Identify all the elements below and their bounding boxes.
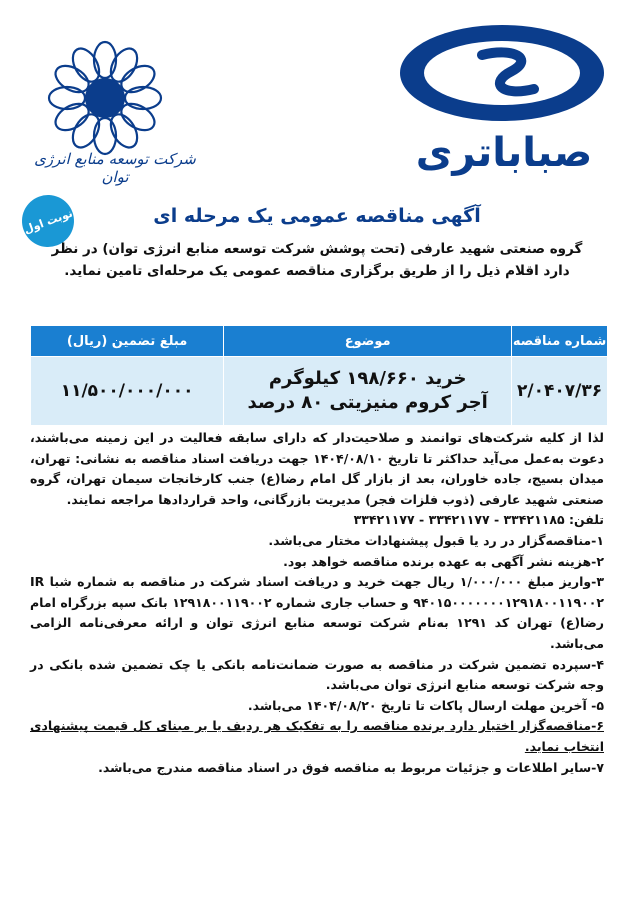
- tender-subject: [224, 357, 512, 426]
- tender-number: ۲/۰۴۰۷/۳۶: [512, 357, 608, 426]
- subject-line-1: خرید ۱۹۸/۶۶۰ کیلوگرم: [268, 368, 467, 389]
- header-amount: مبلغ تضمین (ریال): [31, 326, 224, 357]
- brand-name: صباباتری: [415, 130, 593, 176]
- condition-1: ۱-مناقصه‌گزار در رد یا قبول پیشنهادات مختار می‌باشد.: [268, 532, 604, 548]
- notice-intro: گروه صنعتی شهید عارفی (تحت پوشش شرکت توسعه منابع انرژی توان) در نظر دارد اقلام ذیل را از طریق برگزاری مناقصه عمومی یک مرحله‌ای تامین نماید.: [51, 241, 583, 279]
- condition-3: ۳-واریز مبلغ ۱/۰۰۰/۰۰۰ ریال جهت خرید و دریافت اسناد شرکت در مناقصه به شماره شبا IR ۹۴۰۱۵۰۰۰۰۰۰۰۱۲۹۱۸۰۰۱۱۹۰۰۲ و حساب جاری شماره ۱۲۹۱۸۰۰۱۱۹۰۰۲ بانک سپه بزرگراه امام رضا(ع) تهران کد ۱۲۹۱ به‌نام شرکت توسعه منابع انرژی توان و ارائه معرفی‌نامه الزامی می‌باشد.: [30, 574, 604, 651]
- company-name: شرکت توسعه منابع انرژی توان: [34, 150, 196, 186]
- guarantee-amount: ۱۱/۵۰۰/۰۰۰/۰۰۰: [31, 357, 224, 426]
- notice-title: آگهی مناقصه عمومی یک مرحله ای: [153, 205, 481, 227]
- table-row: [31, 357, 608, 426]
- notice-body: [30, 428, 604, 778]
- condition-4: ۴-سپرده تضمین شرکت در مناقصه به صورت ضمانت‌نامه بانکی یا چک تضمین شده بانکی در وجه شرکت توسعه منابع انرژی توان می‌باشد.: [30, 656, 604, 693]
- table-header-row: [31, 326, 608, 357]
- first-publication-badge: نوبت اول: [15, 188, 82, 255]
- subject-line-2: آجر کروم منیزیتی ۸۰ درصد: [247, 392, 488, 413]
- tender-table: [30, 325, 608, 426]
- condition-7: ۷-سایر اطلاعات و جزئیات مربوط به مناقصه فوق در اسناد مناقصه مندرج می‌باشد.: [98, 759, 604, 775]
- header-subject: موضوع: [224, 326, 512, 357]
- condition-2: ۲-هزینه نشر آگهی به عهده برنده مناقصه خواهد بود.: [283, 553, 604, 569]
- header-number: شماره مناقصه: [512, 326, 608, 357]
- condition-6: ۶-مناقصه‌گزار اختیار دارد برنده مناقصه را به تفکیک هر ردیف یا بر مبنای کل قیمت پیشنهادی انتخاب نماید.: [30, 718, 604, 754]
- body-paragraph: لذا از کلیه شرکت‌های توانمند و صلاحیت‌دار که دارای سابقه فعالیت در این زمینه می‌باشند، دعوت به‌عمل می‌آید حداکثر تا تاریخ ۱۴۰۴/۰۸/۱۰ جهت دریافت اسناد مناقصه به نشانی: تهران، میدان بسیج، جاده خاوران، بعد از بازار گل امام رضا(ع) جنب کارخانجات سیمان تهران، گروه صنعتی شهید عارفی (ذوب فلزات فجر) مدیریت بازرگانی، واحد قراردادها مراجعه نمایند.: [30, 430, 605, 507]
- phone-numbers: تلفن: ۳۳۴۲۱۱۸۵ - ۳۳۴۲۱۱۷۷ - ۳۳۴۲۱۱۷۷: [353, 512, 604, 528]
- condition-5: ۵- آخرین مهلت ارسال پاکات تا تاریخ ۱۴۰۴/۰۸/۲۰ می‌باشد.: [247, 697, 604, 713]
